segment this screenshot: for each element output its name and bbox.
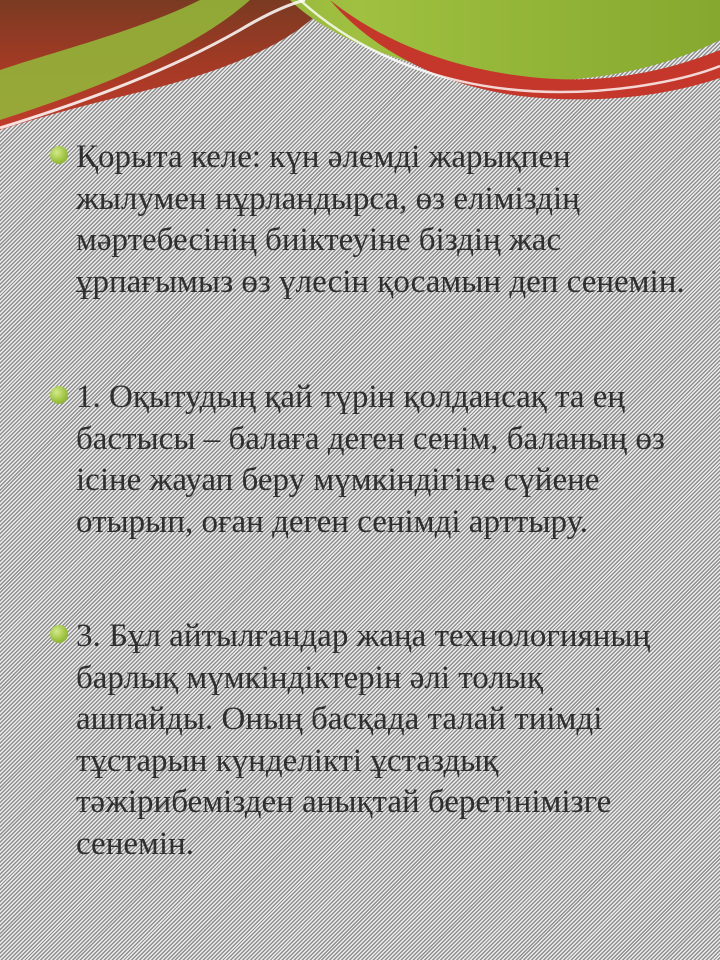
bullet-dot-icon — [50, 146, 68, 164]
bullet-dot-icon — [50, 386, 68, 404]
bullet-text: 1. Оқытудың қай түрін қолдансақ та ең бастысы – балаға деген сенім, баланың өз ісіне жауап беру мүмкіндігіне сүйене отырып, оған деген сенімді арттыру. — [76, 379, 665, 540]
bullet-dot-icon — [50, 625, 68, 643]
bullet-text: 3. Бұл айтылғандар жаңа технологияның барлық мүмкіндіктерін әлі толық ашпайды. Оның басқада талай тиімді тұстарын күнделікті ұстаздық тәжірибемізден анықтай беретінімізге сенемін. — [76, 618, 651, 862]
bullet-text: Қорыта келе: күн әлемді жарықпен жылумен нұрландырса, өз еліміздің мәртебесінің биіктеуіне біздің жас ұрпағымыз өз үлесін қосамын деп сенемін. — [76, 139, 685, 300]
